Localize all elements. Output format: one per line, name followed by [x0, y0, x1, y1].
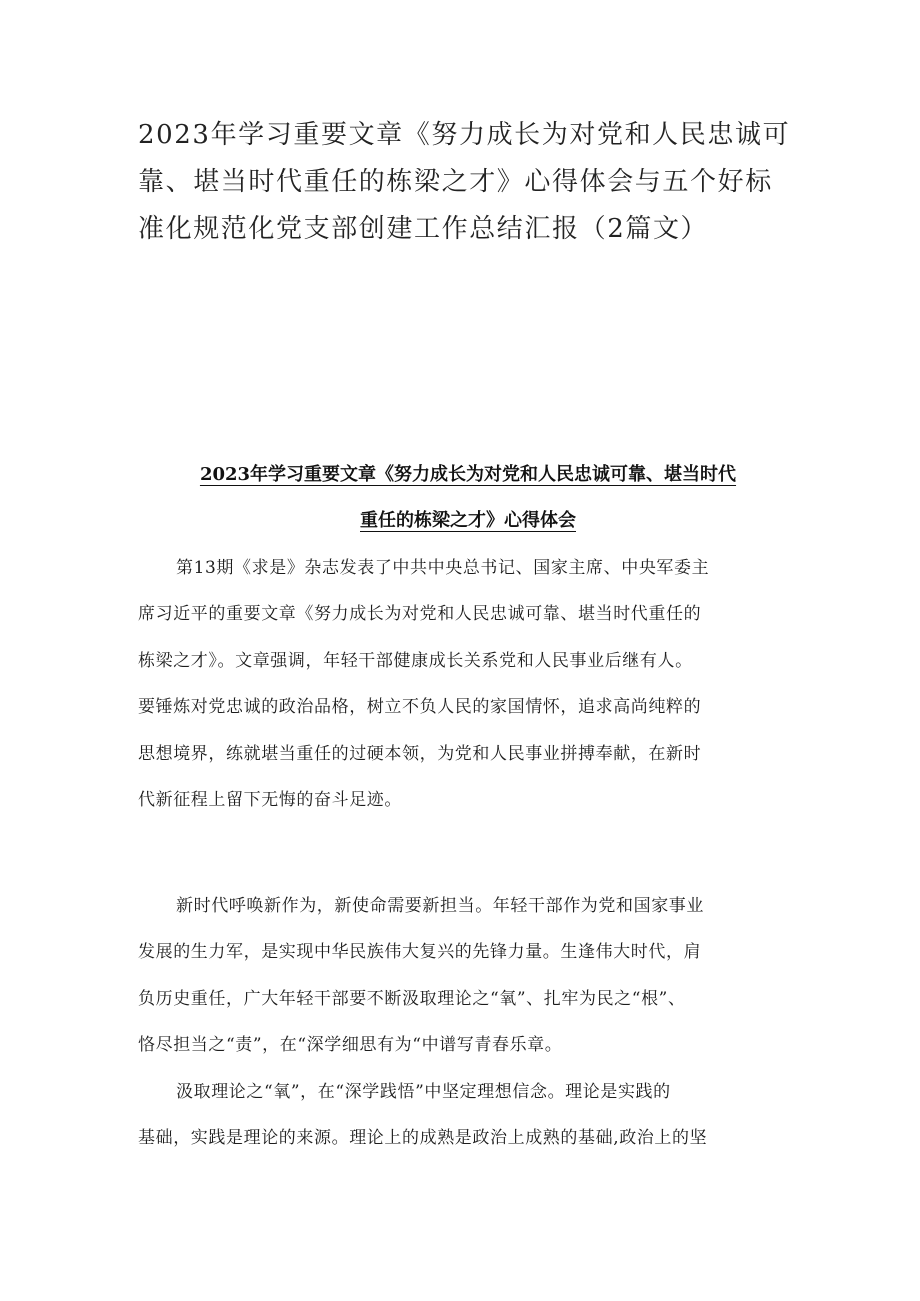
paragraph-line: 负历史重任，广大年轻干部要不断汲取理论之“氧”、扎牢为民之“根”、 [138, 988, 686, 1009]
paragraph-line: 恪尽担当之“责”，在“深学细思有为“中谱写青春乐章。 [138, 1035, 563, 1056]
paragraph-line: 第13期《求是》杂志发表了中共中央总书记、国家主席、中央军委主 [176, 558, 710, 578]
paragraph-theory [138, 1069, 798, 1162]
document-title-line: 靠、堪当时代重任的栋梁之才》心得体会与五个好标 [138, 167, 773, 197]
paragraph-line: 要锤炼对党忠诚的政治品格，树立不负人民的家国情怀，追求高尚纯粹的 [138, 697, 702, 718]
article-heading-line: 2023年学习重要文章《努力成长为对党和人民忠诚可靠、堪当时代 [199, 464, 737, 485]
paragraph-new-era [138, 883, 798, 1069]
article-heading [138, 452, 798, 544]
paragraph-line: 席习近平的重要文章《努力成长为对党和人民忠诚可靠、堪当时代重任的 [138, 604, 702, 625]
paragraph-line: 基础，实践是理论的来源。理论上的成熟是政治上成熟的基础,政治上的坚 [138, 1128, 708, 1149]
paragraph-line: 代新征程上留下无悔的奋斗足迹。 [138, 790, 402, 811]
document-title [138, 112, 791, 253]
paragraph-intro [138, 545, 798, 823]
document-title-line: 准化规范化党支部创建工作总结汇报（2篇文） [138, 214, 709, 244]
document-title-line: 2023年学习重要文章《努力成长为对党和人民忠诚可 [138, 120, 791, 150]
paragraph-line: 发展的生力军，是实现中华民族伟大复兴的先锋力量。生逢伟大时代，肩 [138, 942, 702, 963]
paragraph-line: 思想境界，练就堪当重任的过硬本领，为党和人民事业拼搏奉献，在新时 [138, 743, 702, 764]
article-heading-line: 重任的栋梁之才》心得体会 [360, 510, 576, 531]
paragraph-line: 新时代呼唤新作为，新使命需要新担当。年轻干部作为党和国家事业 [176, 896, 704, 916]
paragraph-line: 栋梁之才》。文章强调，年轻干部健康成长关系党和人民事业后继有人。 [138, 650, 693, 671]
paragraph-line: 汲取理论之“氧”，在“深学践悟”中坚定理想信念。理论是实践的 [176, 1082, 671, 1102]
